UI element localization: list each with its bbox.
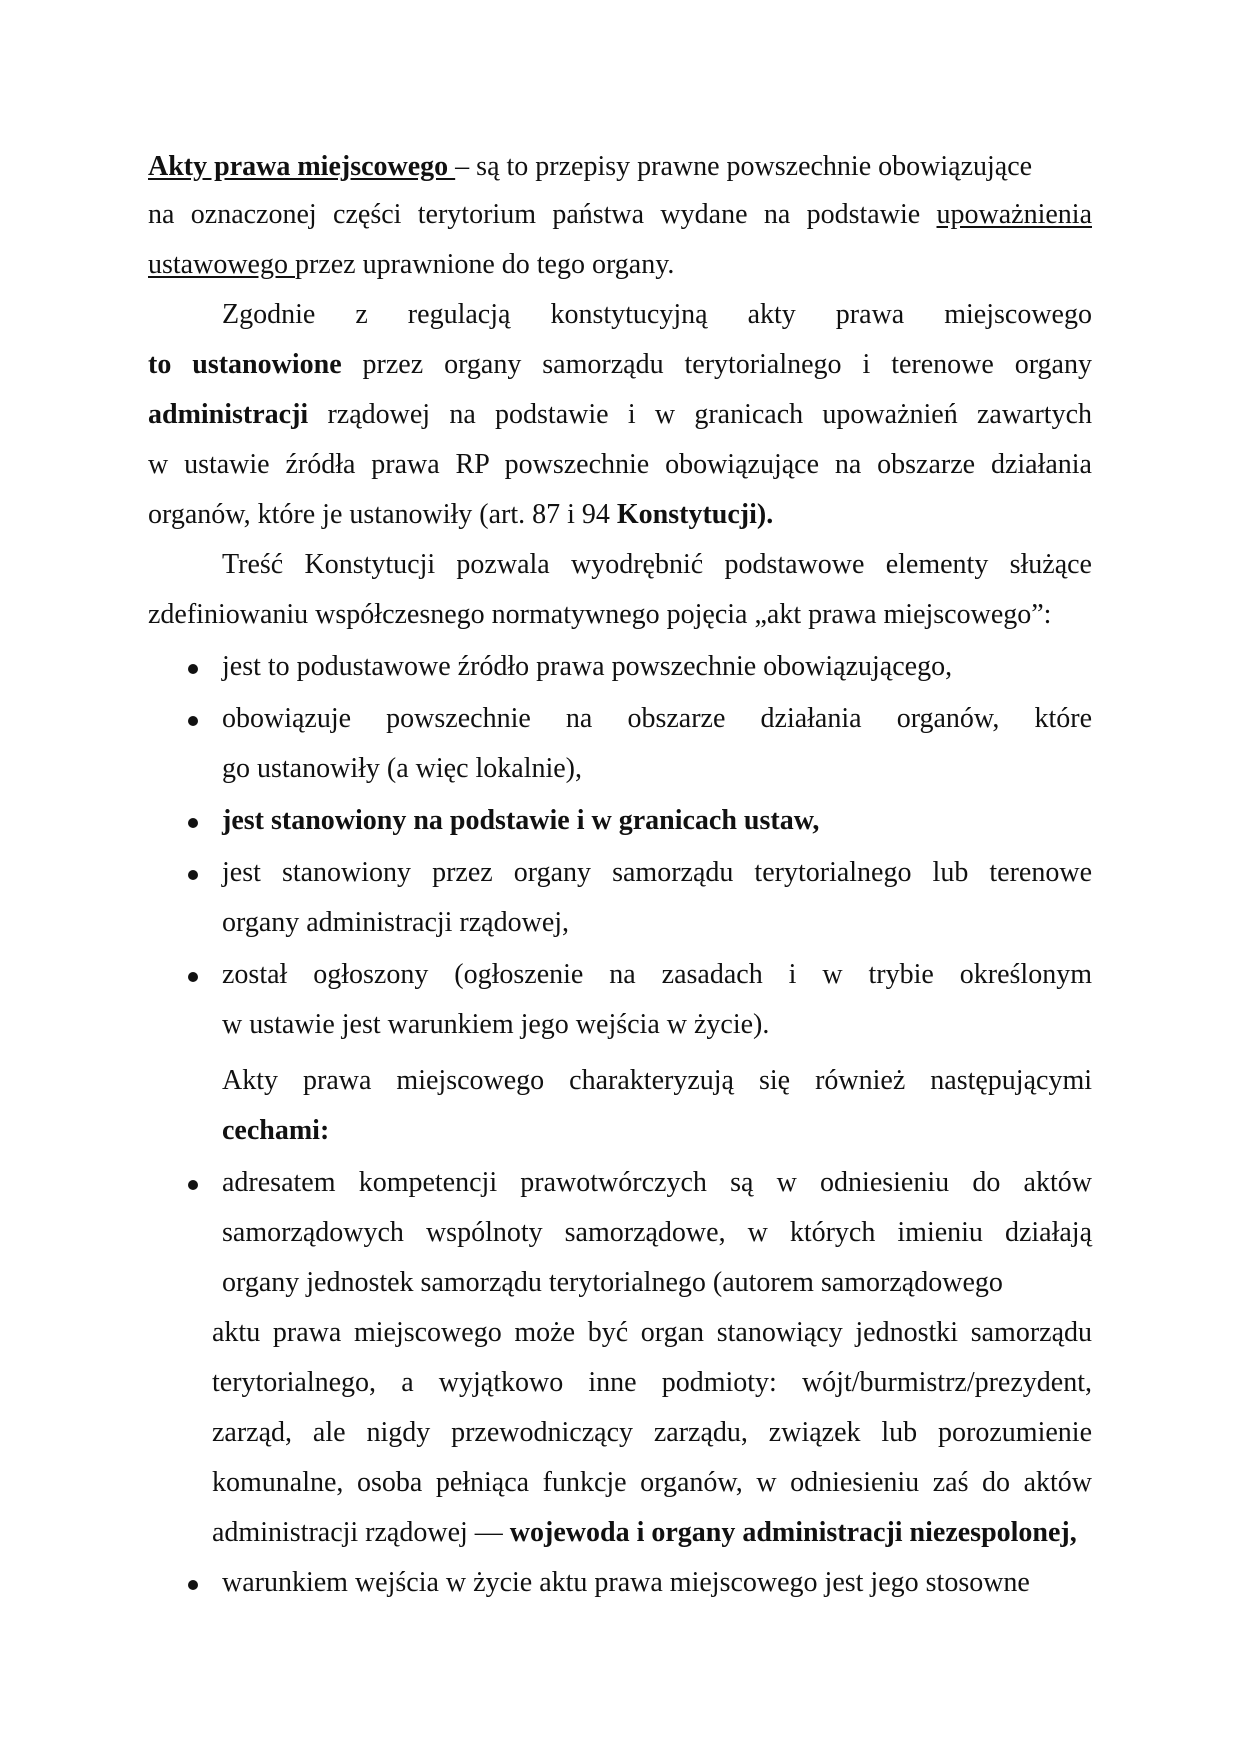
text-span: organy jednostek samorządu terytorialnego (autorem samorządowego: [222, 1267, 1003, 1298]
list-2-item-1-line-1: [222, 1166, 1092, 1200]
bullet-icon: [188, 664, 198, 674]
list-2-item-1-line-2: [222, 1216, 1092, 1250]
text-span: adresatem kompetencji prawotwórczych są w odniesieniu do aktów: [222, 1167, 1092, 1198]
underlined-phrase: ustawowego: [148, 249, 295, 280]
paragraph-3-line-1: [222, 548, 1092, 582]
paragraph-2-line-5: [148, 498, 1092, 532]
bullet-icon: [188, 870, 198, 880]
text-span: aktu prawa miejscowego może być organ stanowiący jednostki samorządu: [212, 1317, 1092, 1348]
text-span: Akty prawa miejscowego charakteryzują się również następującymi: [222, 1065, 1092, 1096]
list-1-item-4-line-2: [222, 906, 1092, 940]
defined-term: Akty prawa miejscowego: [148, 151, 456, 182]
text-span: na oznaczonej części terytorium państwa wydane na podstawie: [148, 199, 937, 230]
bullet-icon: [188, 716, 198, 726]
list-1-item-2-line-2: [222, 752, 1092, 786]
text-span: przez uprawnione do tego organy.: [294, 249, 675, 280]
text-span: warunkiem wejścia w życie aktu prawa miejscowego jest jego stosowne: [222, 1567, 1030, 1598]
list-1-item-3-line-1: [222, 804, 1092, 838]
text-span: jest stanowiony przez organy samorządu terytorialnego lub terenowe: [222, 857, 1092, 888]
paragraph-3-line-2: [148, 598, 1092, 632]
paragraph-2-line-4: [148, 448, 1092, 482]
text-span: komunalne, osoba pełniąca funkcje organów, w odniesieniu zaś do aktów: [212, 1467, 1092, 1498]
list-2-item-1-line-3: [222, 1266, 1092, 1300]
text-span: samorządowych wspólnoty samorządowe, w których imieniu działają: [222, 1217, 1092, 1248]
bullet-icon: [188, 1180, 198, 1190]
list-2-item-1-line-5: [212, 1366, 1092, 1400]
text-span: Zgodnie z regulacją konstytucyjną akty prawa miejscowego: [222, 299, 1092, 330]
list-1-item-1-line-1: [222, 650, 1092, 684]
paragraph-2-line-1: [222, 298, 1092, 332]
text-span: Treść Konstytucji pozwala wyodrębnić podstawowe elementy służące: [222, 549, 1092, 580]
text-span: zdefiniowaniu współczesnego normatywnego pojęcia „akt prawa miejscowego”:: [148, 599, 1052, 630]
list-2-item-1-line-8: [212, 1516, 1092, 1550]
bold-phrase: administracji: [148, 399, 309, 430]
text-span: terytorialnego, a wyjątkowo inne podmioty: wójt/burmistrz/prezydent,: [212, 1367, 1092, 1398]
list-2-item-1-line-4: [212, 1316, 1092, 1350]
text-span: w ustawie źródła prawa RP powszechnie obowiązujące na obszarze działania: [148, 449, 1092, 480]
bold-phrase: wojewoda i organy administracji niezespolonej,: [509, 1517, 1077, 1548]
list-2-item-1-line-6: [212, 1416, 1092, 1450]
paragraph-1-line-3: [148, 248, 1092, 282]
paragraph-1-line-2: [148, 198, 1092, 232]
bullet-icon: [188, 1580, 198, 1590]
paragraph-1-line-1: [148, 150, 1092, 184]
text-span: obowiązuje powszechnie na obszarze działania organów, które: [222, 703, 1092, 734]
underlined-phrase: upoważnienia: [936, 199, 1092, 230]
bold-phrase: to ustanowione: [148, 349, 342, 380]
text-span: rządowej na podstawie i w granicach upoważnień zawartych: [308, 399, 1092, 430]
paragraph-4-line-2: [222, 1114, 1092, 1148]
text-span: jest stanowiony na podstawie i w granicach ustaw,: [222, 805, 820, 836]
bold-phrase: Konstytucji).: [616, 499, 774, 530]
text-span: administracji rządowej —: [212, 1517, 510, 1548]
text-span: organy administracji rządowej,: [222, 907, 570, 938]
text-span: przez organy samorządu terytorialnego i terenowe organy: [341, 349, 1092, 380]
list-1-item-5-line-1: [222, 958, 1092, 992]
list-1-item-5-line-2: [222, 1008, 1092, 1042]
text-span: go ustanowiły (a więc lokalnie),: [222, 753, 583, 784]
text-span: w ustawie jest warunkiem jego wejścia w życie).: [222, 1009, 770, 1040]
list-1-item-2-line-1: [222, 702, 1092, 736]
definition-text: – są to przepisy prawne powszechnie obowiązujące: [455, 151, 1033, 182]
paragraph-2-line-3: [148, 398, 1092, 432]
paragraph-2-line-2: [148, 348, 1092, 382]
text-span: organów, które je ustanowiły (art. 87 i 94: [148, 499, 617, 530]
list-1-item-4-line-1: [222, 856, 1092, 890]
text-span: jest to podustawowe źródło prawa powszechnie obowiązującego,: [222, 651, 953, 682]
text-span: zarząd, ale nigdy przewodniczący zarządu, związek lub porozumienie: [212, 1417, 1092, 1448]
text-span: został ogłoszony (ogłoszenie na zasadach i w trybie określonym: [222, 959, 1092, 990]
list-2-item-1-line-7: [212, 1466, 1092, 1500]
list-2-item-2-line-1: [222, 1566, 1092, 1600]
text-span: cechami:: [222, 1115, 330, 1146]
bullet-icon: [188, 972, 198, 982]
bullet-icon: [188, 818, 198, 828]
paragraph-4-line-1: [222, 1064, 1092, 1098]
